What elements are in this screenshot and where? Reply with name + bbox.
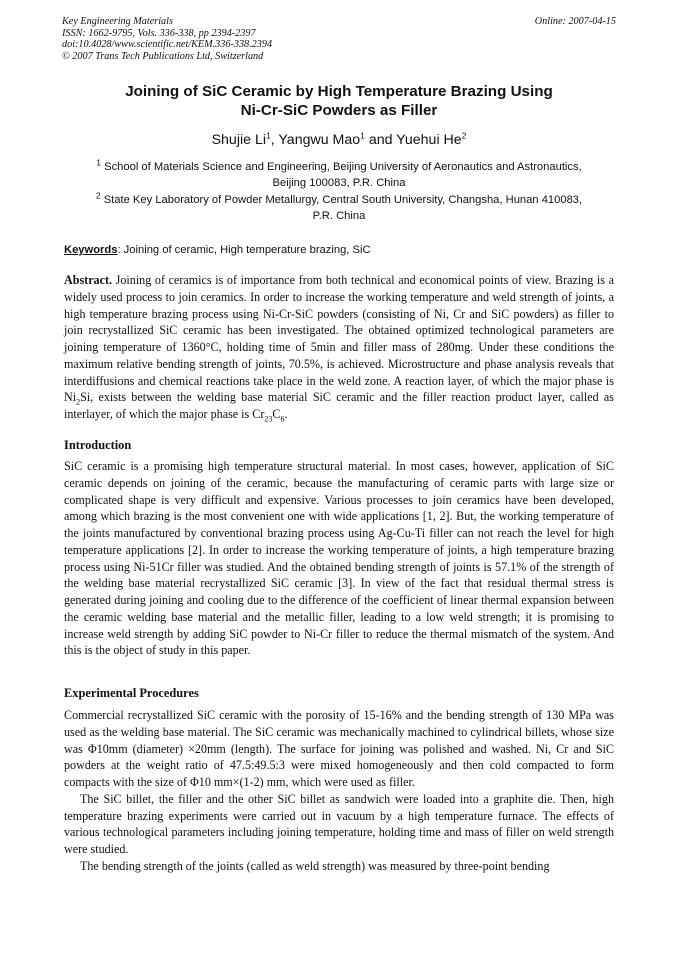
copyright-line: © 2007 Trans Tech Publications Ltd, Switzerland	[62, 50, 264, 62]
affiliation-line: P.R. China	[312, 210, 366, 222]
introduction-heading: Introduction	[64, 438, 132, 452]
title-line-2: Ni-Cr-SiC Powders as Filler	[240, 102, 438, 119]
subscript: 2	[76, 397, 81, 407]
affiliation-line: State Key Laboratory of Powder Metallurgy, Central South University, Changsha, Hunan 410083,	[103, 194, 583, 206]
author-list	[40, 131, 638, 149]
keywords-colon: :	[117, 244, 121, 256]
affiliation-line: Beijing 100083, P.R. China	[272, 177, 406, 189]
abstract-text: Joining of ceramics is of importance from both technical and economical points of view. Brazing is a widely used process to join ceramics. In order to increase the working temperature and weld strength of joints, a high temperature brazing process using Ni-Cr-SiC powders (consisting of Ni, Cr and SiC powders) as filler to join recrystallized SiC ceramic has been investigated. The obtained optimized technological parameters are joining temperature of 1360°C, holding time of 5min and filler mass of 280mg. Under these conditions the maximum relative bending strength of joints, 70.5%, is achieved. Microstructure and phase analysis reveals that interdiffusions and chemical reactions take place in the weld zone. A reaction layer, of which the major phase is Ni	[64, 273, 614, 405]
keywords-label: Keywords	[64, 244, 118, 256]
issn-line: ISSN: 1662-9795, Vols. 336-338, pp 2394-2397	[62, 27, 256, 39]
subscript: 23	[264, 414, 273, 424]
affiliation-mark: 2	[95, 190, 101, 201]
subscript: 6	[280, 414, 285, 424]
author-affiliation-mark: 2	[461, 130, 467, 141]
paper-title	[40, 82, 638, 120]
keywords-text: Joining of ceramic, High temperature brazing, SiC	[120, 244, 371, 256]
author-separator: ,	[270, 132, 279, 148]
keywords	[64, 243, 614, 258]
doi-line: doi:10.4028/www.scientific.net/KEM.336-338.2394	[62, 39, 273, 51]
experimental-heading: Experimental Procedures	[64, 686, 199, 700]
abstract-text: .	[284, 407, 288, 421]
author-separator: and	[364, 132, 397, 148]
abstract-text: Si, exists between the welding base material SiC ceramic and the filler reaction product layer, called as interlayer, of which the major phase is Cr	[64, 390, 614, 421]
experimental-paragraph: The SiC billet, the filler and the other SiC billet as sandwich were loaded into a graphite die. Then, high temperature brazing experiments were carried out in vacuum by a high temperature furnace. The effects of various technological parameters including joining temperature, holding time and mass of filler on weld strength were studied.	[64, 791, 614, 856]
abstract	[64, 272, 614, 423]
author-affiliation-mark: 1	[360, 130, 365, 141]
affiliation-line: School of Materials Science and Engineering, Beijing University of Aeronautics and Astronautics,	[104, 161, 582, 173]
author-name: Yuehui He	[396, 132, 462, 148]
author-name: Yangwu Mao	[278, 132, 361, 148]
author-name: Shujie Li	[211, 132, 267, 148]
experimental-section	[64, 707, 614, 875]
affiliation-mark: 1	[96, 157, 101, 168]
title-line-1: Joining of SiC Ceramic by High Temperature Brazing Using	[125, 83, 553, 100]
experimental-paragraph: Commercial recrystallized SiC ceramic with the porosity of 15-16% and the bending strength of 130 MPa was used as the welding base material. The SiC ceramic was mechanically machined to cylindrical billets, whose size was Φ10mm (diameter) ×20mm (length). The surface for joining was polished and washed. Ni, Cr and SiC powders at the weight ratio of 47.5:49.5:3 were mixed homogeneously and then cold compacted to form compacts with the size of Φ10 mm×(1-2) mm, which were used as filler.	[64, 708, 614, 789]
abstract-text: C	[272, 407, 281, 421]
online-date: Online: 2007-04-15	[534, 16, 616, 27]
author-affiliation-mark: 1	[266, 130, 271, 141]
introduction-paragraph: SiC ceramic is a promising high temperature structural material. In most cases, however, application of SiC ceramic depends on joining of the ceramic, because the manufacturing of ceramic parts with large size or complicated shape is very difficult and expensive. Various processes to join ceramics have been developed, among which brazing is the most convenient one with wide applications [1, 2]. But, the working temperature of the joints manufactured by conventional brazing process using Ag-Cu-Ti filler can not reach the level for high temperature applications [2]. In order to increase the working temperature of joints, a high temperature brazing process using Ni-51Cr filler was studied. And the obtained bending strength of joints is 57.1% of the strength of the welding base material recrystallized SiC ceramic [3]. In view of the fact that residual thermal stress is generated during joining and cooling due to the difference of the coefficient of linear thermal expansion between the ceramic welding base material and the metallic filler, leading to a low weld strength; it is promising to increase weld strength by adding SiC powder to Ni-Cr filler to reduce the thermal mismatch of the system. And this is the object of study in this paper.	[64, 459, 614, 658]
affiliation-1	[64, 159, 614, 191]
journal-name: Key Engineering Materials	[62, 16, 173, 27]
abstract-label: Abstract.	[64, 273, 113, 287]
affiliation-2	[64, 192, 614, 224]
journal-header	[62, 16, 616, 62]
experimental-paragraph: The bending strength of the joints (called as weld strength) was measured by three-point bending	[80, 858, 550, 873]
